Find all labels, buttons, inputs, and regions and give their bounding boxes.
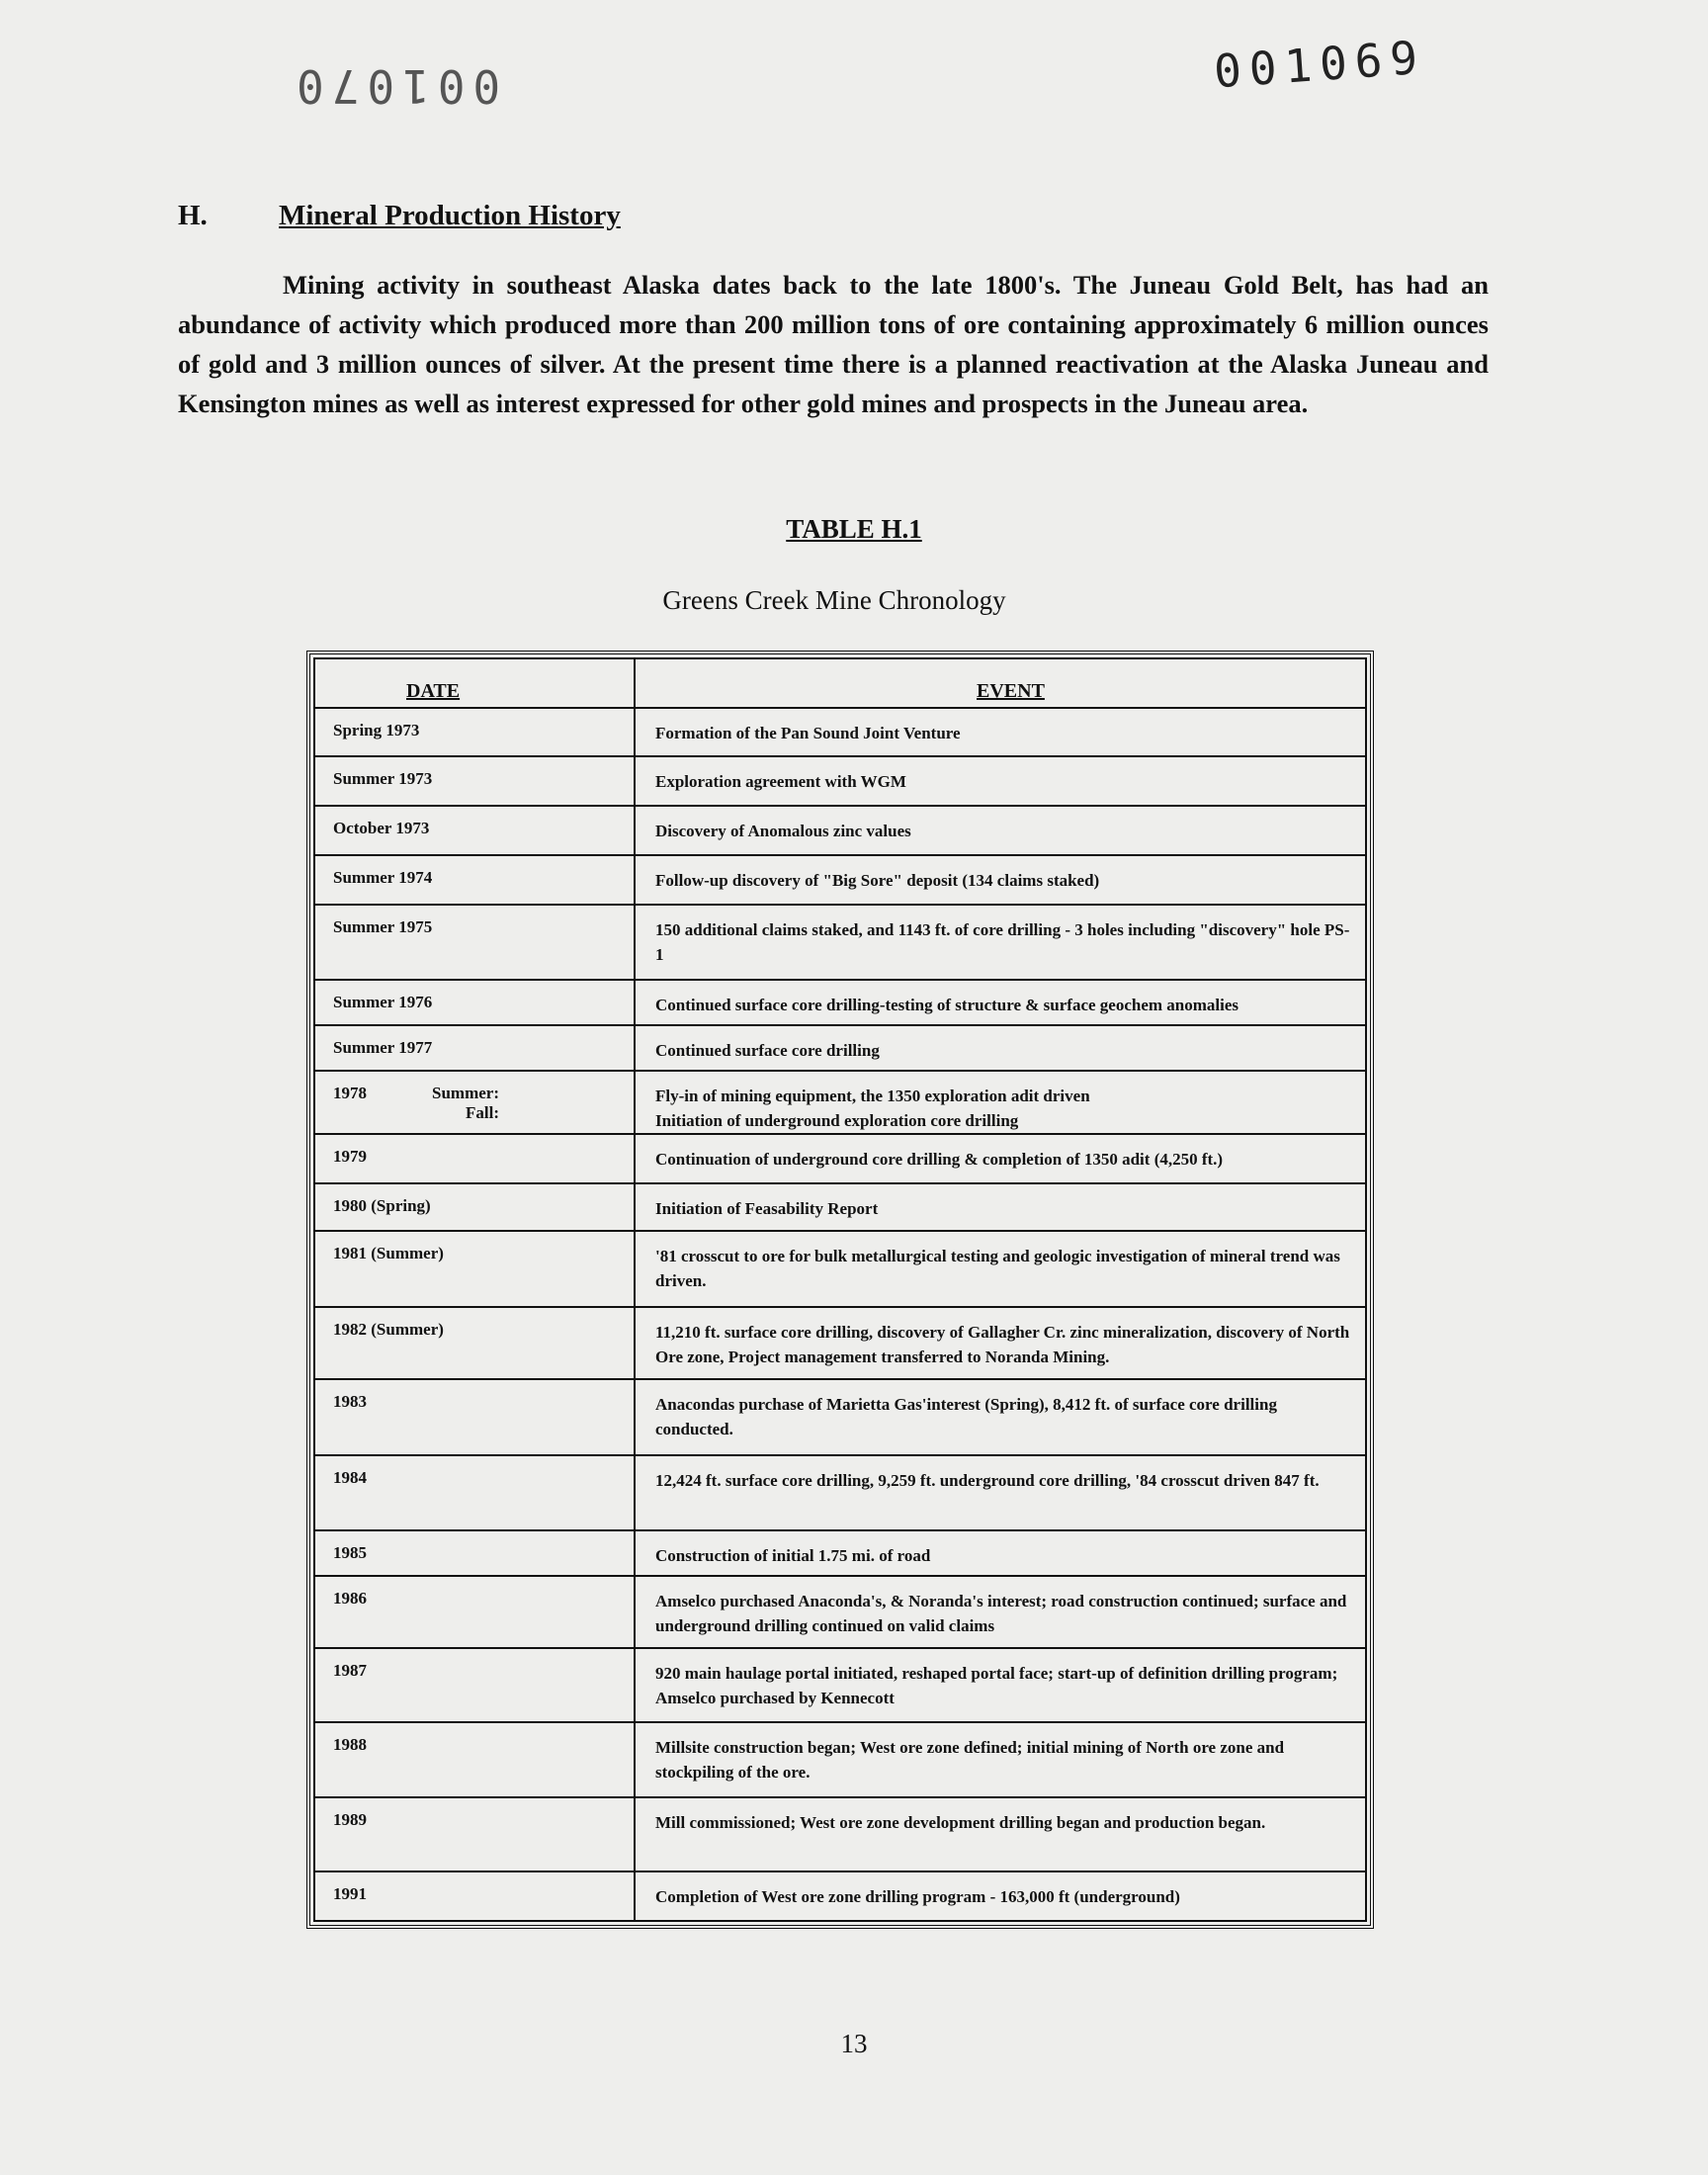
row-date: 1981 (Summer) — [314, 1231, 635, 1307]
row-date: 1991 — [314, 1871, 635, 1921]
table-row — [314, 1183, 1366, 1231]
section-title: Mineral Production History — [279, 200, 621, 231]
row-date: 1989 — [314, 1797, 635, 1871]
row-event: Formation of the Pan Sound Joint Venture — [635, 708, 1366, 756]
page-number: 13 — [840, 2029, 868, 2058]
table-row — [314, 1797, 1366, 1871]
row-date: 1988 — [314, 1722, 635, 1797]
table-row — [314, 855, 1366, 905]
table-row — [314, 756, 1366, 806]
row-event: 11,210 ft. surface core drilling, discovery of Gallagher Cr. zinc mineralization, discovery of North Ore zone, Project management transferred to Noranda Mining. — [635, 1307, 1366, 1379]
row-event: Discovery of Anomalous zinc values — [635, 806, 1366, 855]
document-id-stamp-mirrored: 001070 — [289, 59, 501, 113]
row-event: 150 additional claims staked, and 1143 ft. of core drilling - 3 holes including "discovery" hole PS-1 — [635, 905, 1366, 980]
row-date: 1983 — [314, 1379, 635, 1455]
row-event: Completion of West ore zone drilling program - 163,000 ft (underground) — [635, 1871, 1366, 1921]
table-row — [314, 1134, 1366, 1183]
table-row — [314, 1231, 1366, 1307]
row-date: Spring 1973 — [314, 708, 635, 756]
table-row — [314, 1648, 1366, 1722]
table-row — [314, 1025, 1366, 1071]
table-row — [314, 806, 1366, 855]
intro-paragraph: Mining activity in southeast Alaska dates back to the late 1800's. The Juneau Gold Belt, has had an abundance of activity which produced more than 200 million tons of ore containing approximately 6 million ounces of gold and 3 million ounces of silver. At the present time there is a planned reactivation at the Alaska Juneau and Kensington mines as well as interest expressed for other gold mines and prospects in the Juneau area. — [178, 270, 1489, 418]
table-row — [314, 1722, 1366, 1797]
row-event: Continuation of underground core drilling & completion of 1350 adit (4,250 ft.) — [635, 1134, 1366, 1183]
row-event: 920 main haulage portal initiated, reshaped portal face; start-up of definition drilling program; Amselco purchased by Kennecott — [635, 1648, 1366, 1722]
event-column-header: EVENT — [635, 658, 1366, 708]
row-event-fall: Initiation of underground exploration core drilling — [655, 1111, 1019, 1130]
row-date: Summer 1974 — [314, 855, 635, 905]
row-date: 1986 — [314, 1576, 635, 1648]
row-event: Initiation of Feasability Report — [635, 1183, 1366, 1231]
season-label-summer: Summer: — [432, 1084, 499, 1102]
row-event — [635, 1071, 1366, 1134]
row-event: Continued surface core drilling-testing of structure & surface geochem anomalies — [635, 980, 1366, 1025]
row-event: Exploration agreement with WGM — [635, 756, 1366, 806]
row-date: Summer 1977 — [314, 1025, 635, 1071]
row-date: Summer 1976 — [314, 980, 635, 1025]
row-date: Summer 1973 — [314, 756, 635, 806]
row-date — [314, 1071, 635, 1134]
row-date: 1982 (Summer) — [314, 1307, 635, 1379]
row-date: 1984 — [314, 1455, 635, 1530]
table-row — [314, 1576, 1366, 1648]
date-column-header: DATE — [314, 658, 635, 708]
row-date: 1979 — [314, 1134, 635, 1183]
table-row — [314, 1455, 1366, 1530]
table-title: TABLE H.1 — [786, 514, 922, 544]
table-row — [314, 1307, 1366, 1379]
table-row — [314, 905, 1366, 980]
table-row — [314, 1530, 1366, 1576]
table-row — [314, 1379, 1366, 1455]
row-event: Construction of initial 1.75 mi. of road — [635, 1530, 1366, 1576]
row-event: 12,424 ft. surface core drilling, 9,259 ft. underground core drilling, '84 crosscut driven 847 ft. — [635, 1455, 1366, 1530]
row-event: Anacondas purchase of Marietta Gas'interest (Spring), 8,412 ft. of surface core drilling conducted. — [635, 1379, 1366, 1455]
season-label-fall: Fall: — [465, 1103, 499, 1122]
row-event: Mill commissioned; West ore zone development drilling began and production began. — [635, 1797, 1366, 1871]
chronology-table-frame — [306, 651, 1374, 1929]
row-date: 1985 — [314, 1530, 635, 1576]
document-id-stamp: 001069 — [1212, 30, 1427, 99]
row-event: Continued surface core drilling — [635, 1025, 1366, 1071]
row-date: 1987 — [314, 1648, 635, 1722]
row-event: Amselco purchased Anaconda's, & Noranda's interest; road construction continued; surface and underground drilling continued on valid claims — [635, 1576, 1366, 1648]
chronology-table — [313, 657, 1367, 1922]
section-heading — [178, 200, 621, 232]
table-row — [314, 708, 1366, 756]
row-date: 1980 (Spring) — [314, 1183, 635, 1231]
row-event: '81 crosscut to ore for bulk metallurgical testing and geologic investigation of mineral trend was driven. — [635, 1231, 1366, 1307]
row-date: October 1973 — [314, 806, 635, 855]
row-event-summer: Fly-in of mining equipment, the 1350 exploration adit driven — [655, 1087, 1090, 1105]
section-letter: H. — [178, 200, 208, 231]
table-row — [314, 1871, 1366, 1921]
table-header-row — [314, 658, 1366, 708]
table-subtitle: Greens Creek Mine Chronology — [662, 585, 1006, 615]
table-row — [314, 980, 1366, 1025]
row-date-year: 1978 — [333, 1084, 367, 1102]
row-event: Millsite construction began; West ore zone defined; initial mining of North ore zone and stockpiling of the ore. — [635, 1722, 1366, 1797]
table-row — [314, 1071, 1366, 1134]
row-event: Follow-up discovery of "Big Sore" deposit (134 claims staked) — [635, 855, 1366, 905]
row-date: Summer 1975 — [314, 905, 635, 980]
